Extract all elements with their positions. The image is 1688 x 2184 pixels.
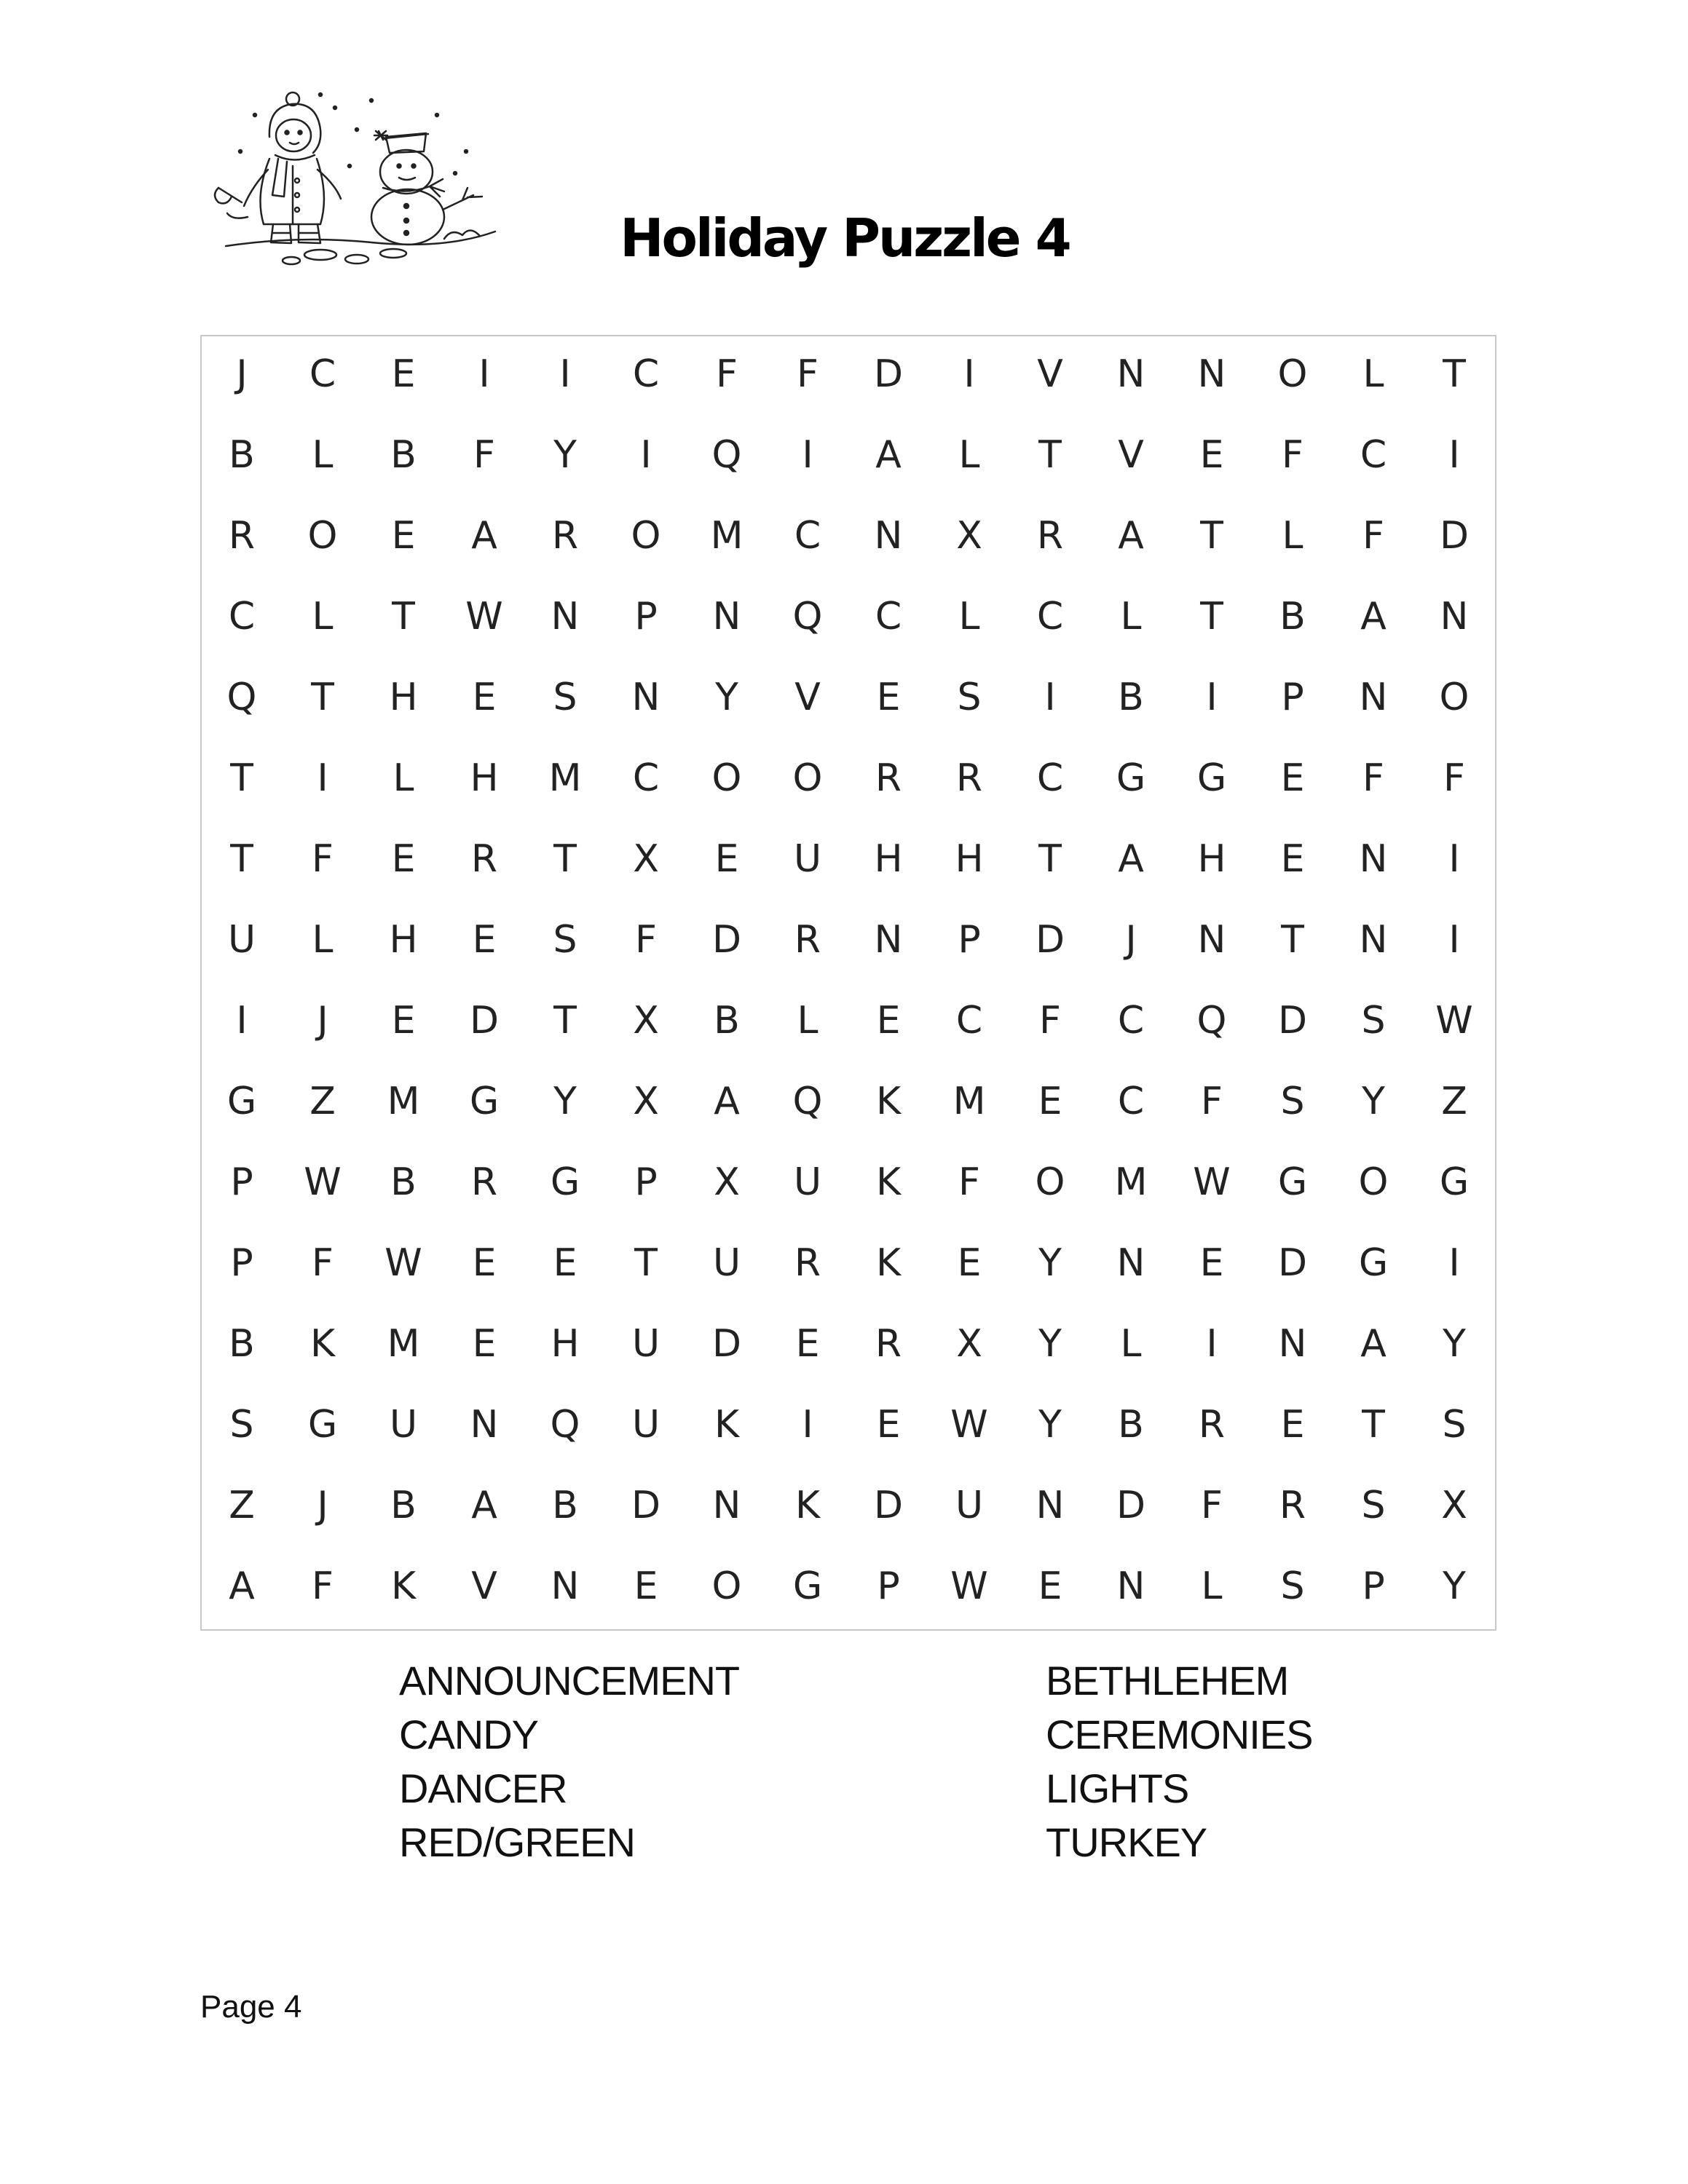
grid-letter: I [1448, 837, 1460, 881]
grid-letter: N [551, 595, 580, 638]
grid-letter: I [317, 756, 328, 800]
grid-letter: B [390, 1484, 417, 1527]
grid-letter: T [1200, 514, 1223, 558]
grid-letter: O [1277, 352, 1308, 396]
grid-letter: O [1439, 676, 1470, 719]
grid-letter: T [634, 1241, 658, 1285]
grid-letter: Y [1443, 1564, 1466, 1608]
grid-letter: N [551, 1564, 580, 1608]
grid-letter: R [875, 756, 902, 800]
grid-letter: D [1116, 1484, 1146, 1527]
grid-letter: F [1039, 999, 1061, 1042]
grid-letter: W [1193, 1160, 1231, 1204]
grid-letter: F [635, 918, 657, 962]
grid-letter: M [548, 756, 582, 800]
grid-letter: D [1277, 999, 1308, 1042]
grid-letter: H [874, 837, 903, 881]
grid-letter: S [957, 676, 982, 719]
grid-letter: R [794, 1241, 821, 1285]
grid-letter: B [390, 433, 417, 477]
word-list-item: CEREMONIES [1046, 1712, 1313, 1757]
grid-letter: D [711, 1322, 742, 1366]
grid-letter: T [230, 837, 253, 881]
grid-letter: K [309, 1322, 336, 1366]
grid-letter: P [877, 1564, 900, 1608]
word-list-item: RED/GREEN [399, 1819, 635, 1865]
page-number: Page 4 [200, 1989, 302, 2025]
grid-letter: T [1281, 918, 1304, 962]
grid-letter: F [312, 837, 334, 881]
grid-letter: G [307, 1403, 338, 1447]
grid-letter: P [230, 1241, 253, 1285]
grid-letter: L [797, 999, 819, 1042]
grid-letter: J [236, 352, 248, 396]
grid-letter: J [1125, 918, 1137, 962]
grid-letter: P [958, 918, 981, 962]
grid-letter: K [875, 1241, 902, 1285]
grid-letter: I [1206, 1322, 1218, 1366]
grid-letter: K [794, 1484, 821, 1527]
grid-letter: N [631, 676, 660, 719]
grid-letter: U [712, 1241, 741, 1285]
grid-letter: X [714, 1160, 740, 1204]
grid-letter: H [389, 676, 418, 719]
grid-letter: F [716, 352, 738, 396]
grid-letter: E [714, 837, 739, 881]
grid-letter: E [1038, 1564, 1062, 1608]
grid-letter: O [1035, 1160, 1065, 1204]
grid-letter: E [957, 1241, 982, 1285]
grid-letter: Q [1196, 999, 1227, 1042]
grid-letter: R [794, 918, 821, 962]
grid-letter: D [469, 999, 500, 1042]
grid-letter: U [227, 918, 256, 962]
grid-letter: I [1448, 433, 1460, 477]
grid-letter: Z [1441, 1080, 1467, 1123]
grid-letter: I [236, 999, 248, 1042]
grid-letter: O [711, 1564, 742, 1608]
grid-letter: E [391, 514, 416, 558]
grid-letter: Y [1038, 1403, 1062, 1447]
grid-letter: U [389, 1403, 418, 1447]
grid-letter: S [1361, 1484, 1386, 1527]
grid-letter: L [1120, 1322, 1142, 1366]
grid-letter: I [1448, 918, 1460, 962]
grid-letter: W [950, 1403, 988, 1447]
grid-letter: C [1036, 595, 1064, 638]
grid-letter: Q [550, 1403, 580, 1447]
grid-letter: R [1198, 1403, 1226, 1447]
grid-letter: I [640, 433, 652, 477]
grid-letter: E [472, 1241, 497, 1285]
word-list-item: BETHLEHEM [1046, 1658, 1289, 1704]
grid-letter: E [1280, 756, 1305, 800]
grid-letter: E [1038, 1080, 1062, 1123]
grid-letter: B [1118, 1403, 1144, 1447]
grid-letter: T [311, 676, 334, 719]
grid-letter: U [793, 1160, 822, 1204]
girl-and-snowman-illustration [211, 86, 502, 266]
grid-letter: G [1358, 1241, 1389, 1285]
grid-letter: Y [715, 676, 738, 719]
grid-letter: L [1201, 1564, 1223, 1608]
grid-letter: G [792, 1564, 823, 1608]
grid-letter: J [317, 999, 328, 1042]
grid-letter: N [874, 514, 903, 558]
grid-letter: P [230, 1160, 253, 1204]
grid-letter: S [553, 676, 577, 719]
word-list-right [1046, 1654, 1313, 1870]
grid-letter: C [632, 756, 660, 800]
grid-letter: T [1443, 352, 1466, 396]
grid-letter: W [304, 1160, 342, 1204]
grid-letter: C [632, 352, 660, 396]
grid-letter: Y [553, 433, 577, 477]
grid-letters [202, 336, 1495, 1629]
word-list-item: ANNOUNCEMENT [399, 1658, 740, 1704]
grid-letter: Y [1443, 1322, 1466, 1366]
grid-letter: Q [226, 676, 257, 719]
grid-letter: R [1036, 514, 1064, 558]
grid-letter: N [874, 918, 903, 962]
grid-letter: H [1197, 837, 1226, 881]
grid-letter: K [390, 1564, 417, 1608]
grid-letter: F [958, 1160, 980, 1204]
grid-letter: F [1362, 756, 1384, 800]
grid-letter: T [1038, 837, 1062, 881]
grid-letter: U [955, 1484, 984, 1527]
grid-letter: S [553, 918, 577, 962]
grid-letter: E [391, 999, 416, 1042]
grid-letter: D [631, 1484, 661, 1527]
grid-letter: A [714, 1080, 740, 1123]
grid-letter: E [1199, 433, 1224, 477]
grid-letter: A [875, 433, 902, 477]
grid-letter: H [551, 1322, 580, 1366]
grid-letter: R [228, 514, 256, 558]
grid-letter: B [714, 999, 740, 1042]
grid-letter: X [1441, 1484, 1467, 1527]
grid-letter: I [559, 352, 571, 396]
grid-letter: H [389, 918, 418, 962]
grid-letter: V [1118, 433, 1144, 477]
grid-letter: X [956, 514, 982, 558]
grid-letter: L [312, 918, 334, 962]
grid-letter: C [1117, 999, 1145, 1042]
grid-letter: A [1118, 837, 1144, 881]
grid-letter: L [312, 595, 334, 638]
grid-letter: M [387, 1080, 420, 1123]
grid-letter: F [797, 352, 819, 396]
grid-letter: G [226, 1080, 257, 1123]
grid-letter: R [955, 756, 983, 800]
grid-letter: C [875, 595, 902, 638]
grid-letter: F [1443, 756, 1465, 800]
grid-letter: D [711, 918, 742, 962]
grid-letter: G [469, 1080, 500, 1123]
grid-letter: N [1116, 352, 1145, 396]
grid-letter: K [875, 1160, 902, 1204]
grid-letter: B [229, 433, 255, 477]
grid-letter: A [1360, 595, 1387, 638]
grid-letter: R [1279, 1484, 1306, 1527]
grid-letter: Z [309, 1080, 336, 1123]
grid-letter: W [465, 595, 503, 638]
grid-letter: P [1362, 1564, 1385, 1608]
grid-letter: F [1362, 514, 1384, 558]
grid-letter: L [393, 756, 414, 800]
grid-letter: N [712, 595, 741, 638]
grid-letter: F [1282, 433, 1304, 477]
grid-letter: N [1036, 1484, 1065, 1527]
grid-letter: P [634, 595, 658, 638]
grid-letter: E [553, 1241, 577, 1285]
grid-letter: E [876, 1403, 901, 1447]
grid-letter: W [1435, 999, 1473, 1042]
grid-letter: X [633, 1080, 659, 1123]
grid-letter: O [1358, 1160, 1389, 1204]
grid-letter: U [631, 1403, 660, 1447]
grid-letter: Q [711, 433, 742, 477]
grid-letter: I [1448, 1241, 1460, 1285]
grid-letter: U [631, 1322, 660, 1366]
grid-letter: A [471, 514, 497, 558]
grid-letter: Q [792, 595, 823, 638]
grid-letter: P [634, 1160, 658, 1204]
grid-letter: O [792, 756, 823, 800]
grid-letter: F [312, 1564, 334, 1608]
grid-letter: I [1044, 676, 1056, 719]
grid-letter: G [550, 1160, 580, 1204]
grid-letter: T [1200, 595, 1223, 638]
grid-letter: E [1199, 1241, 1224, 1285]
grid-letter: G [1116, 756, 1146, 800]
grid-letter: L [1282, 514, 1304, 558]
word-search-grid [200, 335, 1496, 1631]
grid-letter: Y [553, 1080, 577, 1123]
grid-letter: R [470, 837, 498, 881]
grid-letter: E [795, 1322, 820, 1366]
grid-letter: I [802, 1403, 813, 1447]
grid-letter: I [1206, 676, 1218, 719]
grid-letter: I [478, 352, 490, 396]
grid-letter: H [470, 756, 499, 800]
grid-letter: G [1277, 1160, 1308, 1204]
grid-letter: O [631, 514, 661, 558]
grid-letter: Y [1362, 1080, 1385, 1123]
grid-letter: F [1201, 1080, 1223, 1123]
grid-letter: T [230, 756, 253, 800]
grid-letter: R [875, 1322, 902, 1366]
grid-letter: N [1359, 676, 1388, 719]
grid-letter: T [1362, 1403, 1385, 1447]
grid-letter: N [1116, 1241, 1145, 1285]
grid-letter: I [802, 433, 813, 477]
page-title: Holiday Puzzle 4 [620, 207, 1070, 269]
grid-letter: L [958, 595, 980, 638]
grid-letter: D [1035, 918, 1065, 962]
grid-letter: G [1439, 1160, 1470, 1204]
grid-letter: L [1362, 352, 1384, 396]
word-list-left [399, 1654, 739, 1870]
grid-letter: W [384, 1241, 422, 1285]
grid-letter: F [473, 433, 495, 477]
grid-letter: U [793, 837, 822, 881]
grid-letter: D [873, 1484, 904, 1527]
grid-letter: E [876, 676, 901, 719]
grid-letter: L [958, 433, 980, 477]
grid-letter: E [391, 837, 416, 881]
grid-letter: Z [229, 1484, 255, 1527]
grid-letter: E [1280, 837, 1305, 881]
grid-letter: V [1037, 352, 1063, 396]
grid-letter: L [1120, 595, 1142, 638]
grid-letter: S [1361, 999, 1386, 1042]
grid-letter: N [1197, 352, 1226, 396]
grid-letter: V [794, 676, 821, 719]
grid-letter: K [714, 1403, 740, 1447]
grid-letter: R [551, 514, 579, 558]
grid-letter: L [312, 433, 334, 477]
grid-letter: A [1118, 514, 1144, 558]
grid-letter: B [1118, 676, 1144, 719]
grid-letter: C [1036, 756, 1064, 800]
grid-letter: N [1440, 595, 1469, 638]
grid-letter: M [953, 1080, 986, 1123]
grid-letter: B [229, 1322, 255, 1366]
word-list-item: LIGHTS [1046, 1765, 1189, 1811]
grid-letter: C [1360, 433, 1387, 477]
grid-letter: W [950, 1564, 988, 1608]
grid-letter: T [553, 999, 577, 1042]
grid-letter: C [309, 352, 336, 396]
grid-letter: S [1280, 1564, 1305, 1608]
grid-letter: R [470, 1160, 498, 1204]
grid-letter: M [1114, 1160, 1148, 1204]
word-list-item: TURKEY [1046, 1819, 1207, 1865]
word-list-item: DANCER [399, 1765, 567, 1811]
grid-letter: T [553, 837, 577, 881]
grid-letter: V [471, 1564, 497, 1608]
grid-letter: T [392, 595, 415, 638]
grid-letter: J [317, 1484, 328, 1527]
grid-letter: C [1117, 1080, 1145, 1123]
grid-letter: H [955, 837, 984, 881]
grid-letter: Y [1038, 1322, 1062, 1366]
grid-letter: N [470, 1403, 499, 1447]
grid-letter: A [1360, 1322, 1387, 1366]
word-list-item: CANDY [399, 1712, 539, 1757]
grid-letter: G [1196, 756, 1227, 800]
grid-letter: E [1280, 1403, 1305, 1447]
grid-letter: F [1201, 1484, 1223, 1527]
grid-letter: E [472, 918, 497, 962]
grid-letter: M [710, 514, 744, 558]
grid-letter: A [229, 1564, 255, 1608]
grid-letter: E [472, 676, 497, 719]
grid-letter: N [1116, 1564, 1145, 1608]
grid-letter: T [1038, 433, 1062, 477]
grid-letter: S [1280, 1080, 1305, 1123]
grid-letter: Y [1038, 1241, 1062, 1285]
grid-letter: C [228, 595, 256, 638]
grid-letter: N [712, 1484, 741, 1527]
grid-letter: C [794, 514, 821, 558]
grid-letter: P [1281, 676, 1304, 719]
grid-letter: S [1442, 1403, 1467, 1447]
grid-letter: A [471, 1484, 497, 1527]
grid-letter: O [307, 514, 338, 558]
grid-letter: B [390, 1160, 417, 1204]
grid-letter: B [1279, 595, 1306, 638]
grid-letter: N [1359, 918, 1388, 962]
grid-letter: M [387, 1322, 420, 1366]
grid-letter: B [552, 1484, 578, 1527]
grid-letter: C [955, 999, 983, 1042]
grid-letter: O [711, 756, 742, 800]
grid-letter: E [634, 1564, 658, 1608]
grid-letter: D [1277, 1241, 1308, 1285]
grid-letter: X [633, 999, 659, 1042]
grid-letter: E [472, 1322, 497, 1366]
grid-letter: I [963, 352, 975, 396]
grid-letter: N [1197, 918, 1226, 962]
grid-letter: F [312, 1241, 334, 1285]
grid-letter: N [1359, 837, 1388, 881]
grid-letter: X [956, 1322, 982, 1366]
grid-letter: X [633, 837, 659, 881]
grid-letter: Q [792, 1080, 823, 1123]
grid-letter: E [391, 352, 416, 396]
grid-letter: E [876, 999, 901, 1042]
grid-letter: N [1278, 1322, 1307, 1366]
grid-letter: K [875, 1080, 902, 1123]
grid-letter: D [873, 352, 904, 396]
grid-letter: D [1439, 514, 1470, 558]
grid-letter: S [229, 1403, 254, 1447]
